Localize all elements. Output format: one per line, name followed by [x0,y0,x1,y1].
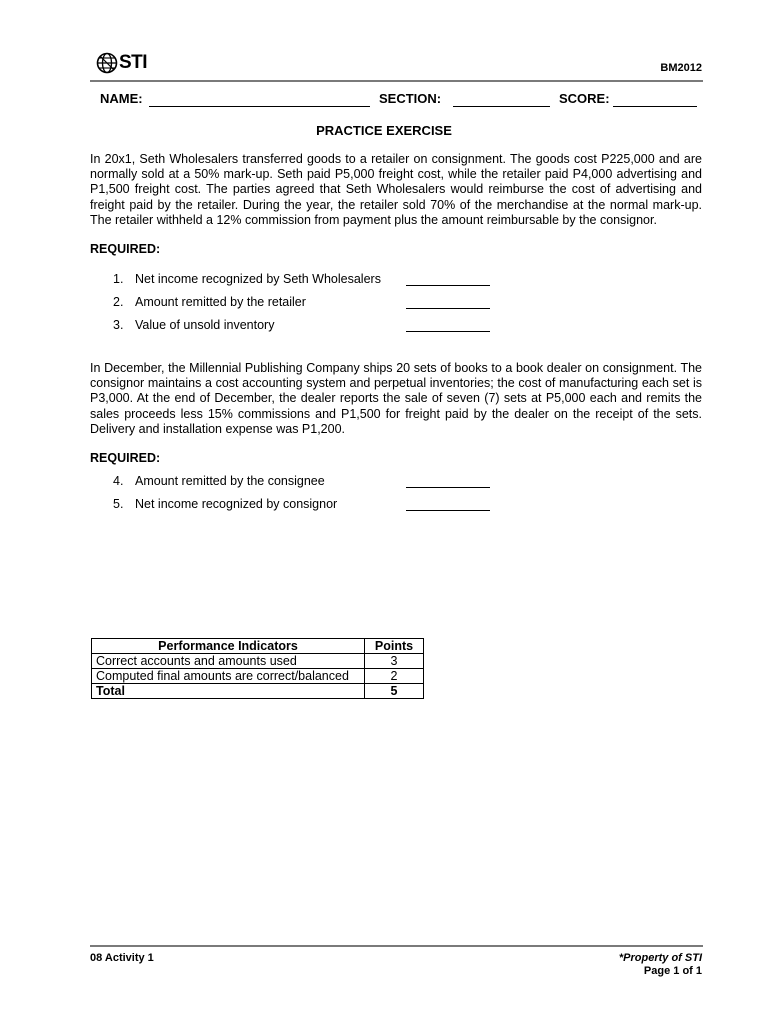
answer-blank-4[interactable] [406,487,490,488]
footer-activity: 08 Activity 1 [90,952,154,964]
points-cell: 2 [365,669,424,684]
table-row [92,654,424,669]
table-row [92,669,424,684]
column-header-indicators: Performance Indicators [92,639,365,654]
globe-icon [96,52,118,74]
table-header-row [92,639,424,654]
sti-logo [96,50,147,76]
question-5 [113,497,337,511]
problem2-paragraph: In December, the Millennial Publishing Company ships 20 sets of books to a book dealer on consignment. The consignor maintains a cost accounting system and perpetual inventories; the cost of manufacturing each set is P3,000. At the end of December, the dealer reports the sale of seven (7) sets at P5,000 each and remits the sales proceeds less 15% commissions and P1,500 for freight paid by the dealer on the receipt of the sets. Delivery and installation expense was P1,200. [90,361,702,436]
question-4 [113,474,325,488]
name-field[interactable] [149,106,370,107]
question-text: Value of unsold inventory [135,318,275,332]
problem1-paragraph: In 20x1, Seth Wholesalers transferred goods to a retailer on consignment. The goods cost P225,000 and are normally sold at a 50% mark-up. Seth paid P5,000 freight cost, while the retailer paid P4,000 advertising and P1,500 freight cost. The parties agreed that Seth Wholesalers would reimburse the cost of advertising and freight paid by the retailer. During the year, the retailer sold 70% of the merchandise at the normal mark-up. The retailer withheld a 12% commission from payment plus the amount reimbursable by the consignor. [90,152,702,227]
question-number: 2. [113,295,124,309]
indicator-cell: Correct accounts and amounts used [92,654,365,669]
answer-blank-1[interactable] [406,285,490,286]
column-header-points: Points [365,639,424,654]
question-text: Amount remitted by the consignee [135,474,325,488]
score-label: SCORE: [559,91,610,106]
page-title: PRACTICE EXERCISE [316,123,452,138]
question-number: 5. [113,497,124,511]
section-label: SECTION: [379,91,442,106]
total-label-cell: Total [92,684,365,699]
score-field[interactable] [613,106,697,107]
points-cell: 3 [365,654,424,669]
problem1-required-label: REQUIRED: [90,242,161,256]
footer-page-number: Page 1 of 1 [643,965,702,977]
question-1 [113,272,381,286]
question-3 [113,318,274,332]
name-label: NAME: [100,91,143,106]
footer-divider [90,945,703,947]
footer-right [619,952,702,978]
question-text: Net income recognized by consignor [135,497,338,511]
indicator-cell: Computed final amounts are correct/balanced [92,669,365,684]
logo-text: STI [119,52,148,73]
header-divider [90,80,703,82]
answer-blank-3[interactable] [406,331,490,332]
answer-blank-5[interactable] [406,510,490,511]
footer-property: *Property of STI [618,952,702,964]
performance-table [91,638,424,699]
document-code: BM2012 [660,62,702,74]
question-number: 3. [113,318,124,332]
question-number: 1. [113,272,124,286]
answer-blank-2[interactable] [406,308,490,309]
problem2-required-label: REQUIRED: [90,451,161,465]
question-text: Net income recognized by Seth Wholesalers [135,272,381,286]
total-points-cell: 5 [365,684,424,699]
question-number: 4. [113,474,124,488]
question-text: Amount remitted by the retailer [135,295,306,309]
table-total-row [92,684,424,699]
section-field[interactable] [453,106,550,107]
question-2 [113,295,306,309]
